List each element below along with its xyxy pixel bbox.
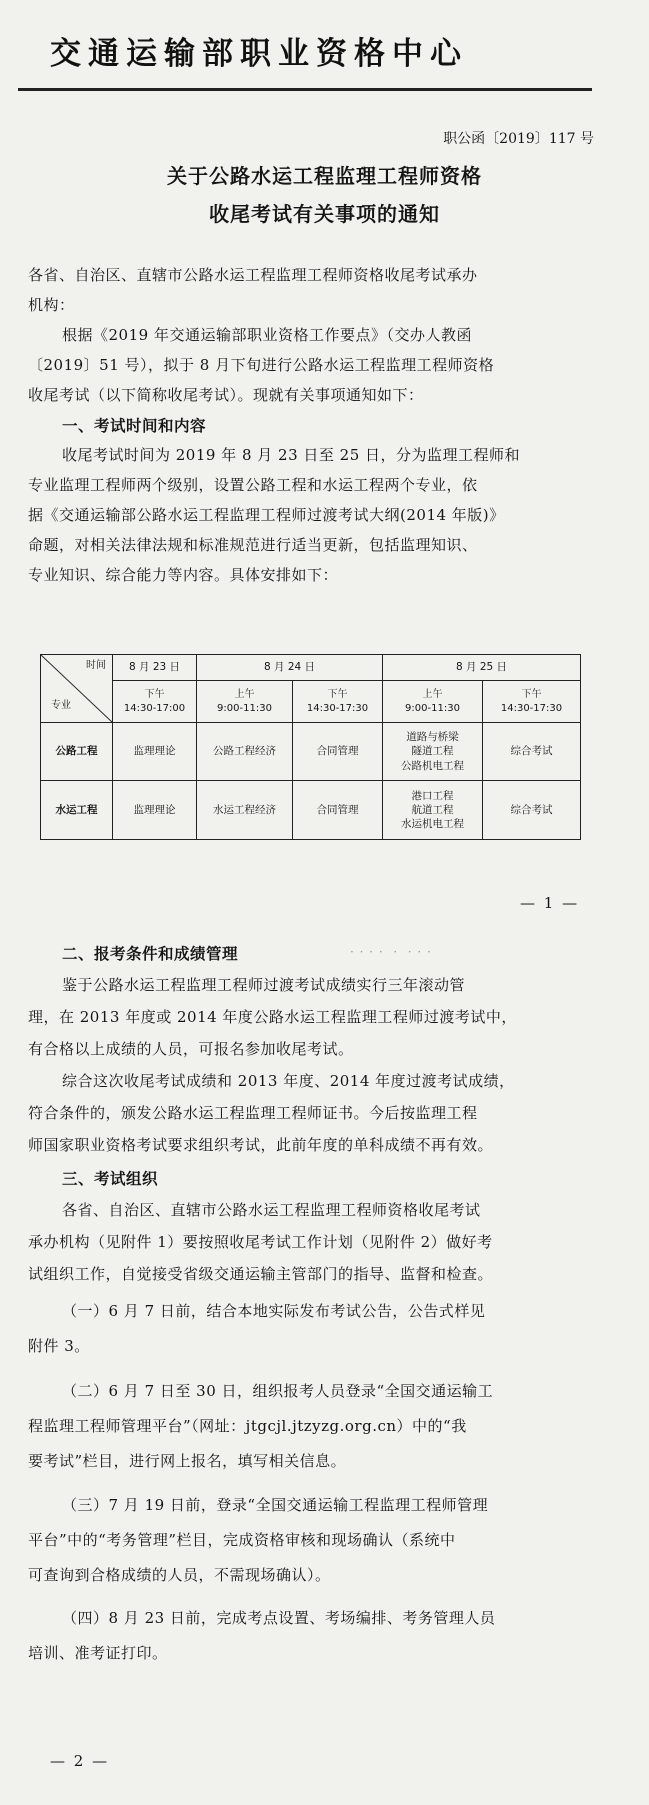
date-header: 8 月 25 日: [383, 655, 581, 681]
section3-item3-line3: 可查询到合格成绩的人员，不需现场确认）。: [28, 1566, 331, 1584]
table-cell: 监理理论: [113, 723, 197, 781]
notice-title-line2: 收尾考试有关事项的通知: [209, 202, 440, 226]
session-period: 上午: [422, 689, 443, 700]
org-letterhead: 交通运输部职业资格中心: [50, 36, 468, 72]
table-cell: 公路工程经济: [197, 723, 293, 781]
session-header: [383, 681, 483, 723]
table-cell: 水运工程经济: [197, 781, 293, 840]
session-time: 14:30-17:00: [123, 702, 186, 714]
section3-heading: 三、考试组织: [62, 1170, 159, 1188]
row-label-waterway: 水运工程: [41, 781, 113, 840]
section3-item1-line1: （一）6 月 7 日前，结合本地实际发布考试公告，公告式样见: [62, 1302, 486, 1320]
table-cell: 合同管理: [293, 723, 383, 781]
session-period: 下午: [521, 689, 542, 700]
session-header: [483, 681, 581, 723]
notice-title-line1: 关于公路水运工程监理工程师资格: [167, 164, 482, 188]
session-time: 9:00-11:30: [405, 702, 460, 714]
section3-line3: 试组织工作，自觉接受省级交通运输主管部门的指导、监督和检查。: [28, 1265, 494, 1283]
section3-item2-line2: 程监理工程师管理平台”（网址：jtgcjl.jtzyzg.org.cn）中的“我: [28, 1417, 467, 1435]
section2-line4: 综合这次收尾考试成绩和 2013 年度、2014 年度过渡考试成绩，: [62, 1072, 515, 1090]
section3-line1: 各省、自治区、直辖市公路水运工程监理工程师资格收尾考试: [62, 1201, 481, 1219]
date-header: 8 月 24 日: [197, 655, 383, 681]
table-cell: 综合考试: [483, 781, 581, 840]
section1-heading: 一、考试时间和内容: [62, 417, 207, 435]
section2-line1: 鉴于公路水运工程监理工程师过渡考试成绩实行三年滚动管: [62, 976, 466, 994]
letterhead-rule: [18, 88, 592, 91]
page-number-1: — 1 —: [520, 894, 580, 912]
date-header: 8 月 23 日: [113, 655, 197, 681]
document-number: 职公函〔2019〕117 号: [443, 131, 594, 147]
section3-item4-line1: （四）8 月 23 日前，完成考点设置、考场编排、考务管理人员: [62, 1609, 496, 1627]
section1-line3: 据《交通运输部公路水运工程监理工程师过渡考试大纲(2014 年版)》: [28, 506, 505, 524]
table-cell: 监理理论: [113, 781, 197, 840]
table-cell: 道路与桥梁 隧道工程 公路机电工程: [383, 723, 483, 781]
section3-item2-line1: （二）6 月 7 日至 30 日，组织报考人员登录“全国交通运输工: [62, 1382, 494, 1400]
salutation-line2: 机构：: [28, 296, 75, 314]
section3-item3-line2: 平台”中的“考务管理”栏目，完成资格审核和现场确认（系统中: [28, 1531, 456, 1549]
section1-line4: 命题，对相关法律法规和标准规范进行适当更新，包括监理知识、: [28, 536, 478, 554]
section2-line5: 符合条件的，颁发公路水运工程监理工程师证书。今后按监理工程: [28, 1104, 478, 1122]
section1-line2: 专业监理工程师两个级别，设置公路工程和水运工程两个专业，依: [28, 476, 478, 494]
table-cell: 综合考试: [483, 723, 581, 781]
section2-line2: 理，在 2013 年度或 2014 年度公路水运工程监理工程师过渡考试中，: [28, 1008, 517, 1026]
session-period: 下午: [144, 689, 165, 700]
section2-line6: 师国家职业资格考试要求组织考试，此前年度的单科成绩不再有效。: [28, 1136, 494, 1154]
section1-line1: 收尾考试时间为 2019 年 8 月 23 日至 25 日，分为监理工程师和: [62, 446, 521, 464]
table-corner-cell: [41, 655, 113, 723]
table-cell: 合同管理: [293, 781, 383, 840]
row-label-highway: 公路工程: [41, 723, 113, 781]
section3-line2: 承办机构（见附件 1）要按照收尾考试工作计划（见附件 2）做好考: [28, 1233, 493, 1251]
section1-line5: 专业知识、综合能力等内容。具体安排如下：: [28, 566, 339, 584]
session-header: [113, 681, 197, 723]
session-header: [293, 681, 383, 723]
section2-heading: 二、报考条件和成绩管理: [62, 945, 239, 963]
table-row: [41, 781, 581, 840]
section3-item1-line2: 附件 3。: [28, 1337, 90, 1355]
salutation-line1: 各省、自治区、直辖市公路水运工程监理工程师资格收尾考试承办: [28, 266, 478, 284]
session-period: 下午: [327, 689, 348, 700]
section3-item3-line1: （三）7 月 19 日前，登录“全国交通运输工程监理工程师管理: [62, 1496, 489, 1514]
section3-item2-line3: 要考试”栏目，进行网上报名，填写相关信息。: [28, 1452, 347, 1470]
table-cell: 港口工程 航道工程 水运机电工程: [383, 781, 483, 840]
table-row: [41, 723, 581, 781]
corner-label-time: 时间: [86, 660, 106, 671]
intro-line3: 收尾考试（以下简称收尾考试）。现就有关事项通知如下：: [28, 386, 424, 404]
section2-line3: 有合格以上成绩的人员，可报名参加收尾考试。: [28, 1040, 354, 1058]
exam-schedule-table: [40, 654, 581, 840]
intro-line2: 〔2019〕51 号），拟于 8 月下旬进行公路水运工程监理工程师资格: [28, 356, 495, 374]
intro-line1: 根据《2019 年交通运输部职业资格工作要点》（交办人教函: [62, 326, 472, 344]
section3-item4-line2: 培训、准考证打印。: [28, 1644, 168, 1662]
session-period: 上午: [234, 689, 255, 700]
session-time: 14:30-17:30: [306, 702, 369, 714]
session-time: 14:30-17:30: [500, 702, 563, 714]
page-number-2: — 2 —: [50, 1752, 110, 1770]
scan-bleed-through: · · · · · · · ·: [350, 945, 432, 959]
session-header: [197, 681, 293, 723]
session-time: 9:00-11:30: [217, 702, 272, 714]
corner-label-specialty: 专业: [51, 699, 71, 711]
